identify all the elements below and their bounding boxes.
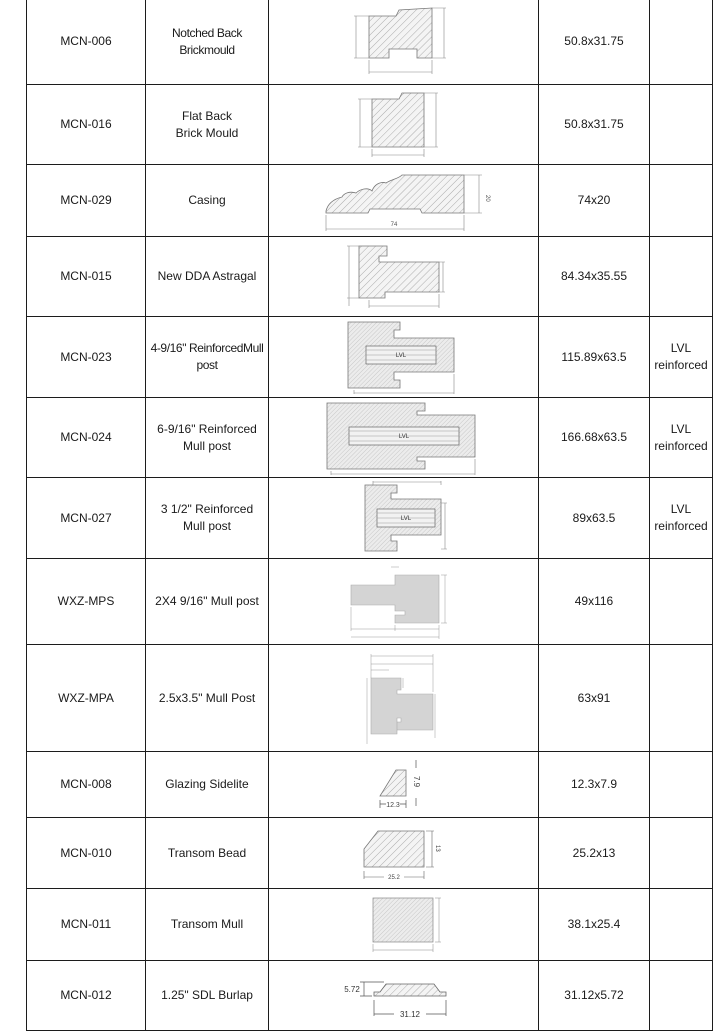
notes [650,645,713,752]
casing-profile-icon [314,167,494,235]
product-code: MCN-023 [27,317,146,398]
notched-back-brickmould-profile-icon [344,4,464,79]
profile-drawing [269,237,539,317]
svg-text:LVL: LVL [400,516,411,522]
product-code: MCN-010 [27,818,146,889]
profile-drawing [269,317,539,398]
profile-drawing [269,559,539,645]
notes [650,85,713,165]
product-code: MCN-011 [27,889,146,961]
dimensions: 38.1x25.4 [539,889,650,961]
dimensions: 166.68x63.5 [539,398,650,478]
table-row [27,645,713,752]
notes [650,752,713,818]
profile-drawing [269,398,539,478]
product-name-line2: Mull post [182,519,232,533]
table-row [27,752,713,818]
product-code: MCN-029 [27,165,146,237]
dimensions: 115.89x63.5 [539,317,650,398]
transom-mull-profile-icon [359,892,449,958]
dimensions: 31.12x5.72 [539,961,650,1031]
product-name: 2.5x3.5" Mull Post [146,645,269,752]
product-code: MCN-024 [27,398,146,478]
dimensions: 12.3x7.9 [539,752,650,818]
product-name: Notched Back Brickmould [146,0,269,85]
profile-drawing [269,165,539,237]
mull-post-profile-icon [349,648,459,748]
notes [650,398,713,478]
note-line2: reinforced [654,358,708,372]
svg-text:LVL: LVL [398,433,409,440]
note-line1: LVL [670,502,692,516]
svg-text:12.3: 12.3 [385,801,400,809]
product-name-line2: Brick Mould [175,125,239,140]
product-name: 1.25" SDL Burlap [146,961,269,1031]
product-name [146,398,269,478]
notes [650,237,713,317]
product-code: MCN-015 [27,237,146,317]
product-name: 4-9/16" ReinforcedMull post [146,317,269,398]
notes [650,961,713,1031]
sdl-burlap-profile-icon [334,966,474,1026]
product-code: WXZ-MPS [27,559,146,645]
table-row [27,818,713,889]
product-name: Casing [146,165,269,237]
notes [650,818,713,889]
product-code: WXZ-MPA [27,645,146,752]
mull-post-profile-icon [339,561,469,643]
table-row [27,85,713,165]
product-table [26,0,713,1031]
table-row [27,165,713,237]
svg-text:5.72: 5.72 [343,984,360,994]
notes [650,0,713,85]
profile-drawing [269,818,539,889]
astragal-profile-icon [339,240,469,314]
table-row [27,0,713,85]
product-code: MCN-006 [27,0,146,85]
profile-drawing [269,0,539,85]
dimensions: 49x116 [539,559,650,645]
profile-drawing [269,478,539,559]
note-line2: reinforced [654,438,708,453]
product-name [146,85,269,165]
flat-back-brick-mould-profile-icon [344,89,464,161]
reinforced-mull-post-profile-icon [349,479,459,557]
table-row [27,961,713,1031]
notes [650,165,713,237]
table-row [27,889,713,961]
note-line1: LVL [670,341,692,355]
profile-drawing [269,752,539,818]
product-code: MCN-008 [27,752,146,818]
product-name [146,478,269,559]
product-code: MCN-012 [27,961,146,1031]
table-row [27,317,713,398]
table-row [27,398,713,478]
dimensions: 74x20 [539,165,650,237]
dimensions: 50.8x31.75 [539,85,650,165]
reinforced-mull-post-profile-icon [319,399,489,477]
svg-text:25.2: 25.2 [387,875,400,881]
product-name-line2: Mull post [182,438,232,453]
dimensions: 63x91 [539,645,650,752]
product-name: New DDA Astragal [146,237,269,317]
dimensions: 50.8x31.75 [539,0,650,85]
svg-text:20: 20 [483,194,490,202]
svg-text:LVL: LVL [395,353,406,359]
transom-bead-profile-icon [354,821,454,885]
table-row [27,237,713,317]
note-line2: reinforced [654,519,708,533]
product-name: Transom Bead [146,818,269,889]
product-code: MCN-027 [27,478,146,559]
dimensions: 89x63.5 [539,478,650,559]
notes [650,889,713,961]
product-name: Glazing Sidelite [146,752,269,818]
profile-drawing [269,645,539,752]
profile-drawing [269,85,539,165]
product-name-line1: 6-9/16" Reinforced [157,421,257,436]
glazing-sidelite-profile-icon [364,754,444,816]
reinforced-mull-post-profile-icon [334,318,474,396]
table-row [27,559,713,645]
product-name: 2X4 9/16" Mull post [146,559,269,645]
product-name: Transom Mull [146,889,269,961]
notes [650,317,713,398]
dimensions: 84.34x35.55 [539,237,650,317]
notes [650,478,713,559]
dimensions: 25.2x13 [539,818,650,889]
svg-text:13: 13 [433,845,440,852]
product-code: MCN-016 [27,85,146,165]
note-line1: LVL [670,421,692,436]
notes [650,559,713,645]
svg-text:74: 74 [390,221,397,228]
svg-text:31.12: 31.12 [399,1009,420,1019]
svg-text:7.9: 7.9 [411,775,421,787]
profile-drawing [269,961,539,1031]
profile-drawing [269,889,539,961]
product-name-line1: Flat Back [181,108,232,123]
product-name-line1: 3 1/2" Reinforced [160,502,254,516]
table-row [27,478,713,559]
